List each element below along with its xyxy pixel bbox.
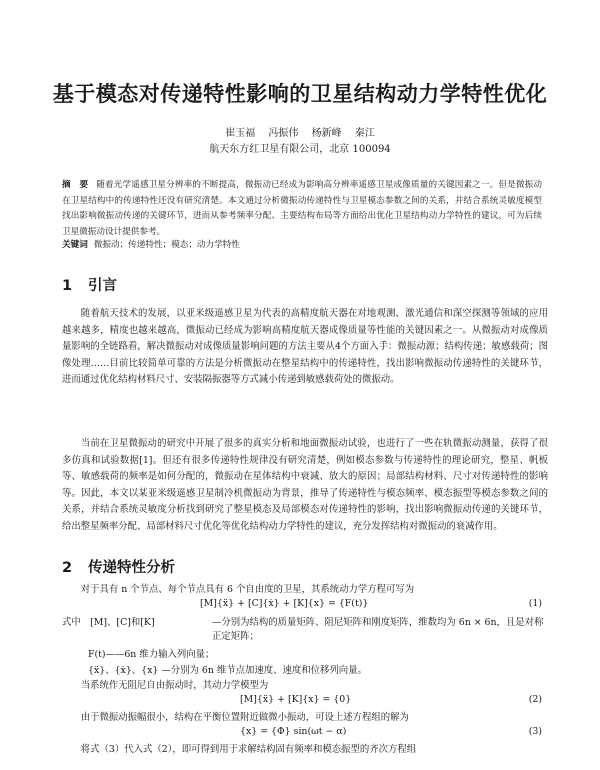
section-heading-2	[62, 556, 175, 577]
analysis-paragraph-1: 对于具有 n 个节点、每个节点具有 6 个自由度的卫星，其系统动力学方程可写为	[80, 584, 415, 595]
where-description: —分别为结构的质量矩阵、阻尼矩阵和刚度矩阵，维数均为 6n × 6n，且是对称正定矩阵；	[212, 617, 544, 642]
affiliation: 航天东方红卫星有限公司，北京 100094	[209, 144, 391, 155]
keywords-text: 微振动；传递特性；模态；动力学特性	[93, 240, 240, 250]
keywords	[62, 238, 542, 250]
equation-3: {x} = {Φ} sin(ωt − α)	[240, 726, 347, 737]
equation-1: [M]{ẍ} + [C]{ẋ} + [K]{x} = {F(t)}	[200, 598, 369, 609]
section-title: 引言	[88, 278, 117, 294]
abstract-label: 摘 要	[62, 180, 89, 190]
equation-3-number: (3)	[528, 726, 542, 737]
analysis-paragraph-2: 当系统作无阻尼自由振动时，其动力学模型为	[80, 680, 269, 691]
state-vector-definition: {ẍ}、{ẋ}、{x} —分别为 6n 维节点加速度、速度和位移列向量。	[88, 665, 367, 676]
section-heading-1	[62, 274, 117, 295]
abstract-text: 随着光学遥感卫星分辨率的不断提高，微振动已经成为影响高分辨率遥感卫星成像质量的关键因素之一。但是微振动在卫星结构中的传递特性还没有研究清楚。本文通过分析微振动传递特性与卫星模态参数之间的关系，并结合系统灵敏度模型找出影响微振动传递的关键环节，进而从参考频率分配、主要结构布局等方面给出优化卫星结构动力学特性的建议，可为后续卫星微振动设计提供参考。	[62, 180, 542, 237]
intro-paragraph-2: 当前在卫星微振动的研究中开展了很多的真实分析和地面微振动试验，也进行了一些在轨微振动测量，获得了很多仿真和试验数据[1]。但还有很多传递特性规律没有研究清楚，例如模态参数与传递特性的理论研究，整星、帆板等、敏感载荷的频率是如何分配的，微振动在星体结构中衰减、放大的原因；局部结构材料、尺寸对传递特性的影响等。因此，本文以某亚米级遥感卫星制冷机微振动为背景，推导了传递特性与模态频率、模态振型等模态参数之间的关系，并结合系统灵敏度分析找到研究了整星模态及局部模态对传递特性的影响，找出影响微振动传递的关键环节，给出整星频率分配、局部材料尺寸优化等优化结构动力学特性的建议，充分发挥结构对微振动的衰减作用。	[62, 438, 548, 532]
abstract	[62, 178, 542, 240]
equation-2-number: (2)	[528, 694, 542, 705]
section-title: 传递特性分析	[88, 560, 175, 576]
equation-2: [M]{ẍ} + [K]{x} = {0}	[240, 694, 352, 705]
keywords-label: 关键词	[62, 240, 88, 250]
section-number: 1	[62, 278, 73, 294]
paper-title: 基于模态对传递特性影响的卫星结构动力学特性优化	[52, 81, 548, 106]
force-vector-definition: F(t)——6n 维力输入列向量；	[88, 649, 215, 660]
intro-paragraph-1: 随着航天技术的发展，以亚米级遥感卫星为代表的高精度航天器在对地观测、激光通信和深空探测等领域的应用越来越多，精度也越来越高，微振动已经成为影响高精度航天器成像质量等性能的关键因素之一。从微振动对成像质量影响的全链路看，解决微振动对成像质量影响问题的方法主要从4个方面入手：微振动源；结构传递；敏感载荷；图像处理……目前比较简单可靠的方法是分析微振动在整星结构中的传递特性，找出影响微振动传递特性的关键环节，进而通过优化结构材料尺寸、安装隔振器等方式减小传递到敏感载荷处的微振动。	[62, 308, 548, 386]
author-list: 崔玉福 冯振伟 杨新峰 秦江	[225, 128, 375, 139]
analysis-paragraph-3: 由于微振动振幅很小，结构在平衡位置附近做微小振动，可设上述方程组的解为	[80, 712, 409, 723]
where-prefix: 式中 [M]、[C]和[K]	[62, 617, 155, 628]
analysis-paragraph-4: 将式（3）代入式（2），即可得到用于求解结构固有频率和模态振型的齐次方程组	[80, 744, 417, 755]
section-number: 2	[62, 560, 73, 576]
equation-1-number: (1)	[528, 598, 542, 609]
